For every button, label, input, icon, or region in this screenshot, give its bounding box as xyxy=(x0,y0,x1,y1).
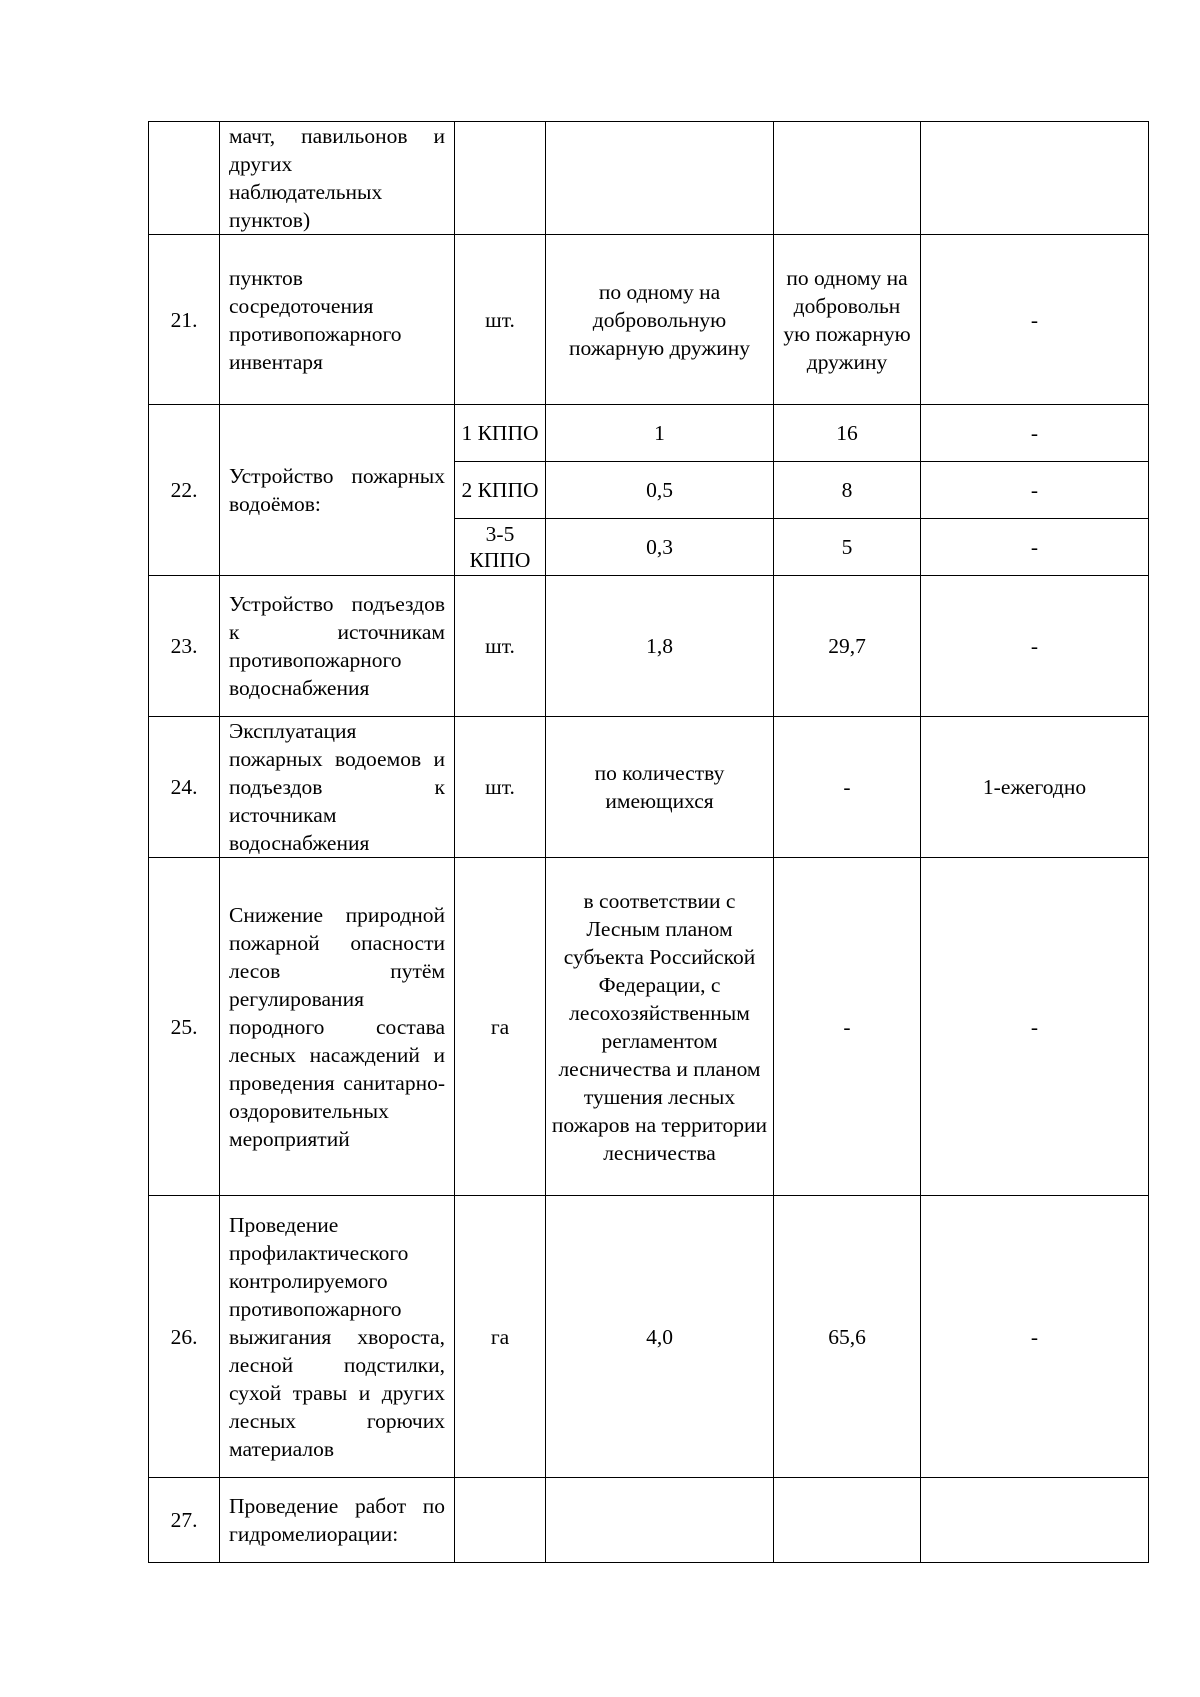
row-total: по одному на добровольн ую пожарную дружину xyxy=(774,235,921,405)
row-unit: шт. xyxy=(455,717,546,858)
table-row xyxy=(149,1196,1149,1478)
row-periodicity: - xyxy=(921,405,1149,462)
table-row xyxy=(149,405,1149,462)
row-norm xyxy=(546,122,774,235)
row-total: 29,7 xyxy=(774,576,921,717)
row-periodicity: - xyxy=(921,519,1149,576)
row-total xyxy=(774,1478,921,1563)
row-unit xyxy=(455,1478,546,1563)
row-periodicity: 1-ежегодно xyxy=(921,717,1149,858)
row-number: 27. xyxy=(149,1478,220,1563)
table-row xyxy=(149,1478,1149,1563)
row-unit xyxy=(455,122,546,235)
table-row xyxy=(149,235,1149,405)
row-norm: 0,3 xyxy=(546,519,774,576)
row-norm: в соответствии с Лесным планом субъекта Российской Федерации, с лесохозяйственным регламентом лесничества и планом тушения лесных пожаров на территории лесничества xyxy=(546,858,774,1196)
row-norm: 0,5 xyxy=(546,462,774,519)
row-name: мачт, павильонов и других наблюдательных пунктов) xyxy=(220,122,455,235)
row-unit: 3-5 КППО xyxy=(455,519,546,576)
measures-table xyxy=(148,121,1149,1563)
row-number: 23. xyxy=(149,576,220,717)
row-name: Эксплуатация пожарных водоемов и подъездов к источникам водоснабжения xyxy=(220,717,455,858)
row-total: - xyxy=(774,717,921,858)
row-unit: 2 КППО xyxy=(455,462,546,519)
row-total: 5 xyxy=(774,519,921,576)
row-periodicity: - xyxy=(921,576,1149,717)
row-total: 8 xyxy=(774,462,921,519)
row-number: 22. xyxy=(149,405,220,576)
row-periodicity: - xyxy=(921,858,1149,1196)
row-number: 25. xyxy=(149,858,220,1196)
row-number: 21. xyxy=(149,235,220,405)
row-unit: шт. xyxy=(455,576,546,717)
row-total xyxy=(774,122,921,235)
row-norm: 1,8 xyxy=(546,576,774,717)
row-name: Снижение природной пожарной опасности лесов путём регулирования породного состава лесных насаждений и проведения санитарно-оздоровительных мероприятий xyxy=(220,858,455,1196)
row-name: пунктов сосредоточения противопожарного инвентаря xyxy=(220,235,455,405)
row-norm: 4,0 xyxy=(546,1196,774,1478)
row-total: 65,6 xyxy=(774,1196,921,1478)
row-total: - xyxy=(774,858,921,1196)
row-norm: по количеству имеющихся xyxy=(546,717,774,858)
row-periodicity: - xyxy=(921,462,1149,519)
row-periodicity xyxy=(921,122,1149,235)
row-norm xyxy=(546,1478,774,1563)
row-norm: 1 xyxy=(546,405,774,462)
row-unit: шт. xyxy=(455,235,546,405)
row-name: Проведение работ по гидромелиорации: xyxy=(220,1478,455,1563)
row-total: 16 xyxy=(774,405,921,462)
table-row xyxy=(149,858,1149,1196)
row-periodicity xyxy=(921,1478,1149,1563)
row-periodicity: - xyxy=(921,1196,1149,1478)
row-periodicity: - xyxy=(921,235,1149,405)
table-row xyxy=(149,717,1149,858)
row-number: 26. xyxy=(149,1196,220,1478)
row-unit: га xyxy=(455,1196,546,1478)
row-name: Устройство пожарных водоёмов: xyxy=(220,405,455,576)
row-unit: га xyxy=(455,858,546,1196)
table-row xyxy=(149,122,1149,235)
table-row xyxy=(149,576,1149,717)
row-name: Устройство подъездов к источникам противопожарного водоснабжения xyxy=(220,576,455,717)
row-number xyxy=(149,122,220,235)
row-unit: 1 КППО xyxy=(455,405,546,462)
row-name: Проведение профилактического контролируемого противопожарного выжигания хвороста, лесной подстилки, сухой травы и других лесных горючих материалов xyxy=(220,1196,455,1478)
row-number: 24. xyxy=(149,717,220,858)
row-norm: по одному на добровольную пожарную дружину xyxy=(546,235,774,405)
